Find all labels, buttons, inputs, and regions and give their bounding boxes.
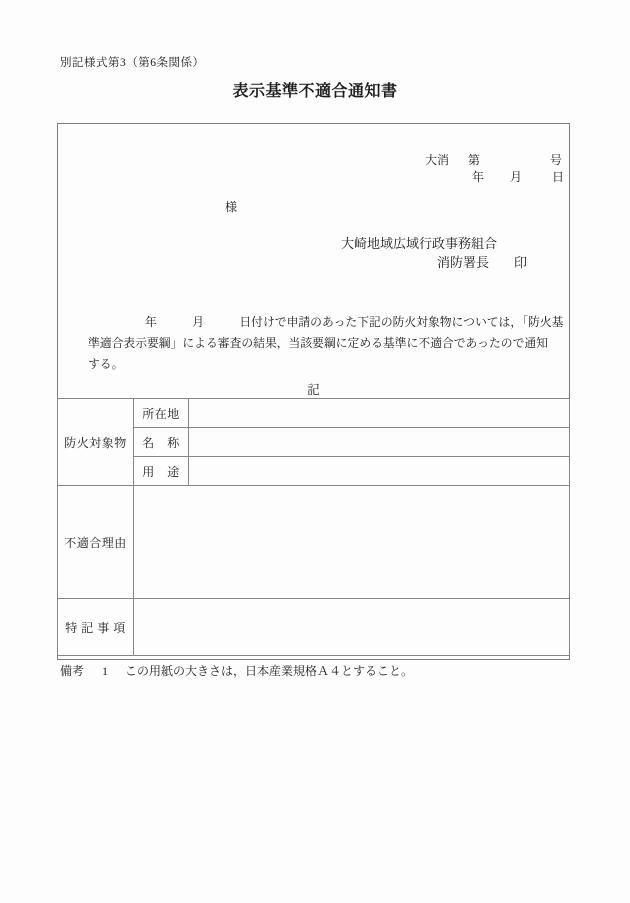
label-location: 所在地 bbox=[134, 399, 189, 428]
seal-placeholder: 印 bbox=[514, 255, 528, 270]
group-label-fire-object: 防火対象物 bbox=[58, 399, 134, 486]
document-title: 表示基準不適合通知書 bbox=[232, 83, 398, 100]
addressee-suffix: 様 bbox=[225, 200, 238, 214]
label-special-notes: 特 記 事 項 bbox=[58, 599, 134, 656]
table-row bbox=[58, 599, 570, 656]
form-box bbox=[57, 123, 570, 660]
body-paragraph-line-3: する。 bbox=[88, 357, 124, 371]
table-row bbox=[58, 457, 570, 486]
date-day-label: 日 bbox=[552, 170, 565, 184]
label-use: 用 途 bbox=[134, 457, 189, 486]
doc-number-dai: 第 bbox=[468, 153, 481, 167]
sender-organization: 大崎地域広域行政事務組合 bbox=[341, 236, 498, 251]
cell-special-notes-value bbox=[134, 599, 570, 656]
doc-number-prefix: 大消 bbox=[425, 153, 450, 167]
date-month-label: 月 bbox=[510, 170, 523, 184]
sender-title: 消防署長 bbox=[437, 255, 490, 270]
details-table bbox=[57, 398, 570, 656]
footer-note-label: 備考 bbox=[60, 664, 85, 678]
body-paragraph-line-2: 準適合表示要綱」による審査の結果，当該要綱に定める基準に不適合であったので通知 bbox=[88, 336, 548, 350]
body-paragraph-line-1: 年 月 日付けで申請のあった下記の防火対象物については，「防火基 bbox=[145, 315, 564, 329]
cell-location-value bbox=[189, 399, 570, 428]
ki-heading: 記 bbox=[307, 383, 320, 397]
cell-name-value bbox=[189, 428, 570, 457]
footer-note-number: 1 bbox=[102, 664, 109, 678]
doc-number-go: 号 bbox=[550, 153, 563, 167]
cell-use-value bbox=[189, 457, 570, 486]
form-id: 別記様式第3（第6条関係） bbox=[60, 57, 205, 69]
table-row bbox=[58, 399, 570, 428]
footer-note bbox=[60, 662, 413, 679]
label-nonconformity-reason: 不適合理由 bbox=[58, 486, 134, 599]
date-year-label: 年 bbox=[472, 170, 485, 184]
table-row bbox=[58, 486, 570, 599]
table-row bbox=[58, 428, 570, 457]
body-paragraph bbox=[88, 312, 563, 375]
label-name: 名 称 bbox=[134, 428, 189, 457]
cell-nonconformity-reason-value bbox=[134, 486, 570, 599]
footer-note-text: この用紙の大きさは，日本産業規格Ａ４とすること。 bbox=[125, 664, 414, 678]
